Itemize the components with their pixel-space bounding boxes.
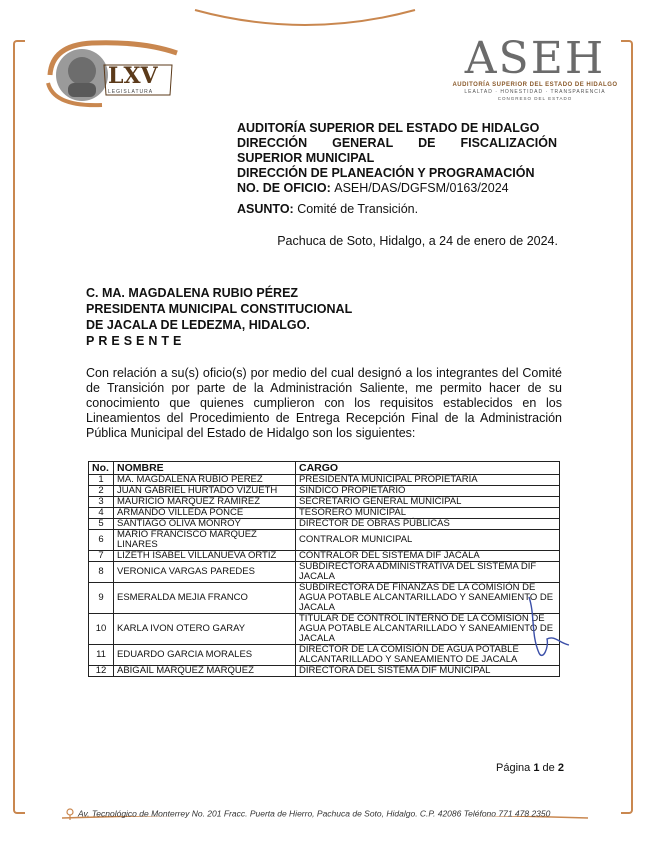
cell-no: 8 <box>89 562 114 583</box>
cell-no: 7 <box>89 551 114 562</box>
cell-nombre: VERONICA VARGAS PAREDES <box>114 562 296 583</box>
cell-nombre: SANTIAGO OLIVA MONROY <box>114 519 296 530</box>
cell-nombre: ABIGAIL MARQUEZ MARQUEZ <box>114 666 296 677</box>
aseh-line3: CONGRESO DEL ESTADO <box>497 96 573 101</box>
asunto-label: ASUNTO: <box>237 202 294 216</box>
cell-cargo: SINDICO PROPIETARIO <box>296 486 560 497</box>
table-row <box>89 497 560 508</box>
header-line2-word: GENERAL <box>332 136 394 150</box>
body-paragraph: Con relación a su(s) oficio(s) por medio del cual designó a los integrantes del Comité de Transición por parte de la Administración Saliente, me permito hacer de su conocimiento que quienes cumplieron con los requisitos establecidos en los Lineamientos del Procedimiento de Entrega Recepción Final de la Administración Pública Municipal del Estado de Hidalgo son los siguientes: <box>86 366 562 440</box>
footer-text: Av. Tecnológico de Monterrey No. 201 Fracc. Puerta de Hierro, Pachuca de Soto, Hidalgo. C.P. 42086 Teléfono 771 478 2350 <box>78 808 551 819</box>
page-sep: de <box>542 762 555 774</box>
header-line2-word: DIRECCIÓN <box>237 136 308 150</box>
header-line2-word: FISCALIZACIÓN <box>460 136 557 150</box>
cell-cargo: CONTRALOR MUNICIPAL <box>296 530 560 551</box>
place-date: Pachuca de Soto, Hidalgo, a 24 de enero de 2024. <box>277 234 558 248</box>
recipient-place: DE JACALA DE LEDEZMA, HIDALGO. <box>86 318 310 332</box>
cell-nombre: ESMERALDA MEJIA FRANCO <box>114 583 296 614</box>
cell-nombre: EDUARDO GARCIA MORALES <box>114 645 296 666</box>
table-row <box>89 486 560 497</box>
cell-no: 11 <box>89 645 114 666</box>
cell-nombre: ARMANDO VILLEDA PONCE <box>114 508 296 519</box>
cell-no: 9 <box>89 583 114 614</box>
page-total: 2 <box>557 762 564 774</box>
recipient-name: C. MA. MAGDALENA RUBIO PÉREZ <box>86 286 299 300</box>
legislatura-logo <box>42 35 182 110</box>
footer-address <box>66 808 586 820</box>
oficio-label: NO. DE OFICIO: <box>237 181 331 195</box>
location-pin-icon <box>66 808 74 820</box>
cell-cargo: DIRECTOR DE LA COMISIÓN DE AGUA POTABLE ALCANTARILLADO Y SANEAMIENTO DE JACALA <box>296 645 560 666</box>
aseh-line1: AUDITORÍA SUPERIOR DEL ESTADO DE HIDALGO <box>452 82 618 88</box>
page-label: Página <box>496 762 531 774</box>
cell-nombre: KARLA IVON OTERO GARAY <box>114 614 296 645</box>
cell-no: 4 <box>89 508 114 519</box>
recipient-salutation: PRESENTE <box>86 334 186 348</box>
recipient-title: PRESIDENTA MUNICIPAL CONSTITUCIONAL <box>86 302 353 316</box>
legislatura-mark: LXV <box>108 63 158 89</box>
aseh-line2: LEALTAD · HONESTIDAD · TRANSPARENCIA <box>464 89 606 95</box>
cell-cargo: DIRECTORA DEL SISTEMA DIF MUNICIPAL <box>296 666 560 677</box>
cell-cargo: SUBDIRECTORA DE FINANZAS DE LA COMISIÓN DE AGUA POTABLE ALCANTARILLADO Y SANEAMIENTO DE JACALA <box>296 583 560 614</box>
cell-no: 1 <box>89 475 114 486</box>
table-row <box>89 508 560 519</box>
top-swoosh-decoration <box>190 6 420 30</box>
header-line1: AUDITORÍA SUPERIOR DEL ESTADO DE HIDALGO <box>237 121 540 135</box>
cell-nombre: MAURICIO MARQUEZ RAMIREZ <box>114 497 296 508</box>
table-body <box>89 475 560 677</box>
cell-no: 10 <box>89 614 114 645</box>
table-row <box>89 666 560 677</box>
cell-nombre: LIZETH ISABEL VILLANUEVA ORTIZ <box>114 551 296 562</box>
cell-nombre: MA. MAGDALENA RUBIO PEREZ <box>114 475 296 486</box>
table-row <box>89 519 560 530</box>
table-row <box>89 614 560 645</box>
table-row <box>89 530 560 551</box>
cell-cargo: DIRECTOR DE OBRAS PÚBLICAS <box>296 519 560 530</box>
page-frame-left <box>13 40 25 814</box>
cell-nombre: JUAN GABRIEL HURTADO VIZUETH <box>114 486 296 497</box>
column-header-no: No. <box>89 462 114 475</box>
oficio-number <box>237 181 557 196</box>
cell-cargo: PRESIDENTA MUNICIPAL PROPIETARIA <box>296 475 560 486</box>
cell-no: 3 <box>89 497 114 508</box>
committee-table <box>88 461 560 677</box>
asunto <box>237 202 557 217</box>
signature-mark <box>525 595 575 665</box>
table-row <box>89 645 560 666</box>
letter-header <box>237 121 557 217</box>
recipient-block <box>86 285 352 349</box>
header-line3: SUPERIOR MUNICIPAL <box>237 151 375 165</box>
page-frame-right <box>621 40 633 814</box>
cell-no: 12 <box>89 666 114 677</box>
cell-cargo: CONTRALOR DEL SISTEMA DIF JACALA <box>296 551 560 562</box>
cell-no: 6 <box>89 530 114 551</box>
aseh-mark: ASEH <box>464 33 606 84</box>
aseh-logo <box>450 33 620 111</box>
header-line4: DIRECCIÓN DE PLANEACIÓN Y PROGRAMACIÓN <box>237 166 535 180</box>
cell-cargo: TESORERO MUNICIPAL <box>296 508 560 519</box>
cell-cargo: TITULAR DE CONTROL INTERNO DE LA COMISION DE AGUA POTABLE ALCANTARILLADO Y SANEAMIENTO DE JACALA <box>296 614 560 645</box>
cell-no: 2 <box>89 486 114 497</box>
header-line2 <box>237 136 557 151</box>
column-header-nombre: NOMBRE <box>114 462 296 475</box>
table-row <box>89 551 560 562</box>
cell-nombre: MARIO FRANCISCO MARQUEZ LINARES <box>114 530 296 551</box>
column-header-cargo: CARGO <box>296 462 560 475</box>
asunto-value: Comité de Transición. <box>297 202 419 216</box>
table-header-row <box>89 462 560 475</box>
cell-cargo: SUBDIRECTORA ADMINISTRATIVA DEL SISTEMA DIF JACALA <box>296 562 560 583</box>
table-row <box>89 562 560 583</box>
table-row <box>89 583 560 614</box>
legislatura-sub: LEGISLATURA <box>108 89 154 95</box>
page-number <box>496 762 564 774</box>
oficio-value: ASEH/DAS/DGFSM/0163/2024 <box>334 181 509 195</box>
cell-cargo: SECRETARIO GENERAL MUNICIPAL <box>296 497 560 508</box>
header-line2-word: DE <box>418 136 436 150</box>
cell-no: 5 <box>89 519 114 530</box>
page-current: 1 <box>533 762 540 774</box>
table-row <box>89 475 560 486</box>
